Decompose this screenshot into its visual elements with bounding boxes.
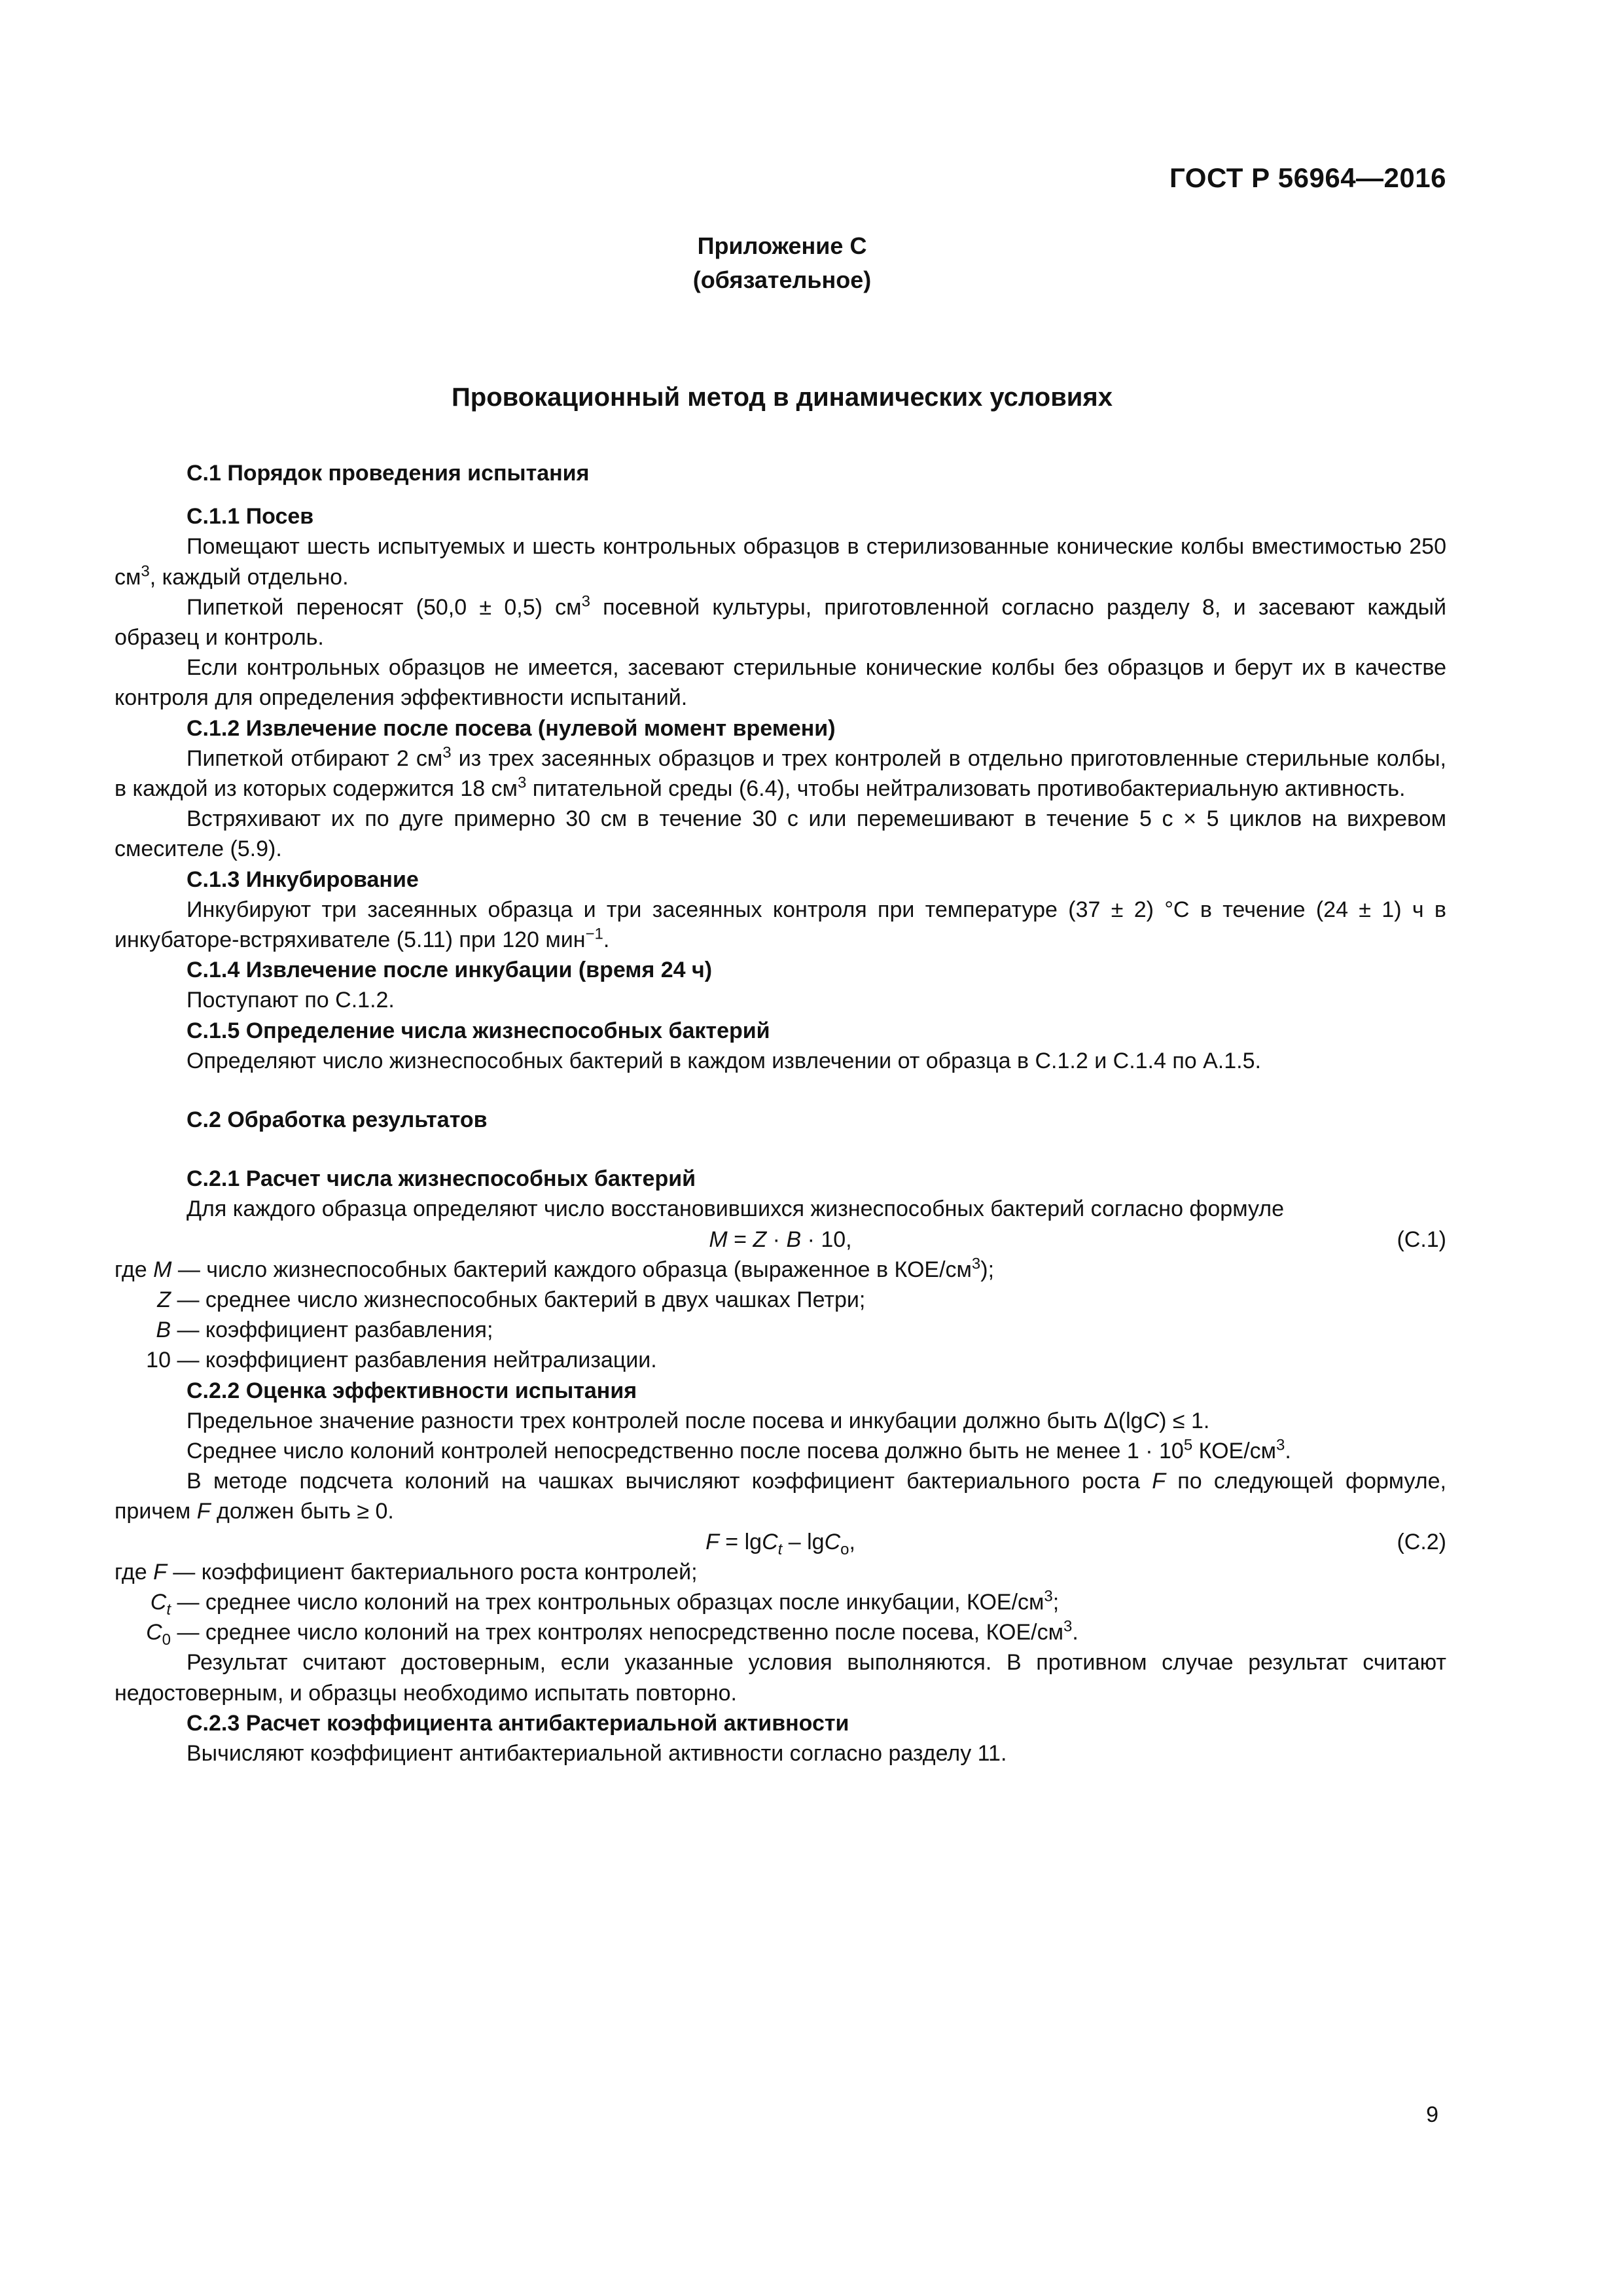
section-c13-heading: С.1.3 Инкубирование xyxy=(187,867,419,892)
paragraph: Пипеткой переносят (50,0 ± 0,5) $см^3$ посевной культуры, приготовленной согласно разделу 8, и засевают каждый образец и контроль. xyxy=(115,592,1446,651)
paragraph: Предельное значение разности трех контролей после посева и инкубации должно быть Δ(lgC) ≤ 1. xyxy=(187,1408,1210,1433)
paragraph: Вычисляют коэффициент антибактериальной активности согласно разделу 11. xyxy=(187,1741,1007,1767)
paragraph: В методе подсчета колоний на чашках вычисляют коэффициент бактериального роста F по следующей формуле, причем F должен быть ≥ 0. xyxy=(115,1469,1446,1524)
paragraph: Встряхивают их по дуге примерно 30 см в течение 30 с или перемешивают в течение 5 с × 5 циклов на вихревом смесителе (5.9). xyxy=(115,806,1446,862)
definition-line: Z — среднее число жизнеспособных бактерий в двух чашках Петри; xyxy=(157,1287,866,1313)
page-number: 9 xyxy=(1426,2102,1438,2127)
paragraph: Пипеткой отбирают 2 $см^3$ из трех засеянных образцов и трех контролей в отдельно приготовленные стерильные колбы, в каждой из которых содержится 18 $см^3$ питательной среды (6.4), чтобы нейтрализовать противобактериальную активность. xyxy=(115,744,1446,802)
section-c21-heading: С.2.1 Расчет числа жизнеспособных бактерий xyxy=(187,1166,696,1192)
definition-line: 10 — коэффициент разбавления нейтрализации. xyxy=(146,1348,657,1373)
annex-status: (обязательное) xyxy=(692,266,872,293)
annex-title: Провокационный метод в динамических условиях xyxy=(452,383,1113,412)
annex-heading xyxy=(0,229,1564,297)
paragraph: Если контрольных образцов не имеется, засевают стерильные конические колбы без образцов и берут их в качестве контроля для определения эффективности испытаний. xyxy=(115,655,1446,711)
section-c11-heading: С.1.1 Посев xyxy=(187,504,314,529)
definition-line: где M — число жизнеспособных бактерий каждого образца (выраженное в КОЕ/$см^3$); xyxy=(115,1255,995,1282)
section-c1-heading: С.1 Порядок проведения испытания xyxy=(187,461,590,486)
definition-line: B — коэффициент разбавления; xyxy=(156,1318,493,1343)
definition-line: $C_0$ — среднее число колоний на трех контролях непосредственно после посева, КОЕ/$см^3$. xyxy=(146,1617,1079,1649)
paragraph: Среднее число колоний контролей непосредственно после посева должно быть не менее $1 \cdot 10^5$ КОЕ/$см^3$. xyxy=(187,1436,1291,1464)
paragraph: Помещают шесть испытуемых и шесть контрольных образцов в стерилизованные конические колбы вместимостью 250 $см^3$, каждый отдельно. xyxy=(115,534,1446,590)
paragraph: Определяют число жизнеспособных бактерий в каждом извлечении от образца в С.1.2 и С.1.4 по А.1.5. xyxy=(187,1048,1261,1073)
section-c22-heading: С.2.2 Оценка эффективности испытания xyxy=(187,1378,637,1403)
paragraph: Инкубируют три засеянных образца и три засеянных контроля при температуре (37 ± 2) °С в течение (24 ± 1) ч в инкубаторе-встряхивателе (5.11) при 120 мин$^{-1}$. xyxy=(115,897,1446,953)
paragraph: Результат считают достоверным, если указанные условия выполняются. В противном случае результат считают недостоверным, и образцы необходимо испытать повторно. xyxy=(115,1650,1446,1706)
section-c2-heading: С.2 Обработка результатов xyxy=(187,1107,488,1133)
section-c12-heading: С.1.2 Извлечение после посева (нулевой момент времени) xyxy=(187,715,836,741)
formula-expression: M = Z · B · 10, xyxy=(709,1227,852,1252)
formula-number: (С.1) xyxy=(1397,1227,1446,1252)
formula-expression: F = lgC$_t$ – lgC$_o$, xyxy=(705,1529,855,1558)
formula-c1 xyxy=(115,1225,1446,1255)
section-c14-heading: С.1.4 Извлечение после инкубации (время 24 ч) xyxy=(187,958,713,983)
formula-number: (С.2) xyxy=(1397,1529,1446,1554)
formula-c2 xyxy=(115,1527,1446,1557)
paragraph: Поступают по С.1.2. xyxy=(187,988,395,1013)
section-c15-heading: С.1.5 Определение числа жизнеспособных бактерий xyxy=(187,1018,770,1043)
document-body xyxy=(115,458,1446,1768)
annex-label: Приложение С xyxy=(697,232,867,259)
definition-line: где F — коэффициент бактериального роста контролей; xyxy=(115,1559,698,1585)
section-c23-heading: С.2.3 Расчет коэффициента антибактериальной активности xyxy=(187,1710,849,1736)
document-id: ГОСТ Р 56964—2016 xyxy=(1169,162,1446,193)
definition-line: $C_t$ — среднее число колоний на трех контрольных образцах после инкубации, КОЕ/$см^3$; xyxy=(150,1587,1060,1619)
paragraph: Для каждого образца определяют число восстановившихся жизнеспособных бактерий согласно формуле xyxy=(187,1196,1284,1222)
